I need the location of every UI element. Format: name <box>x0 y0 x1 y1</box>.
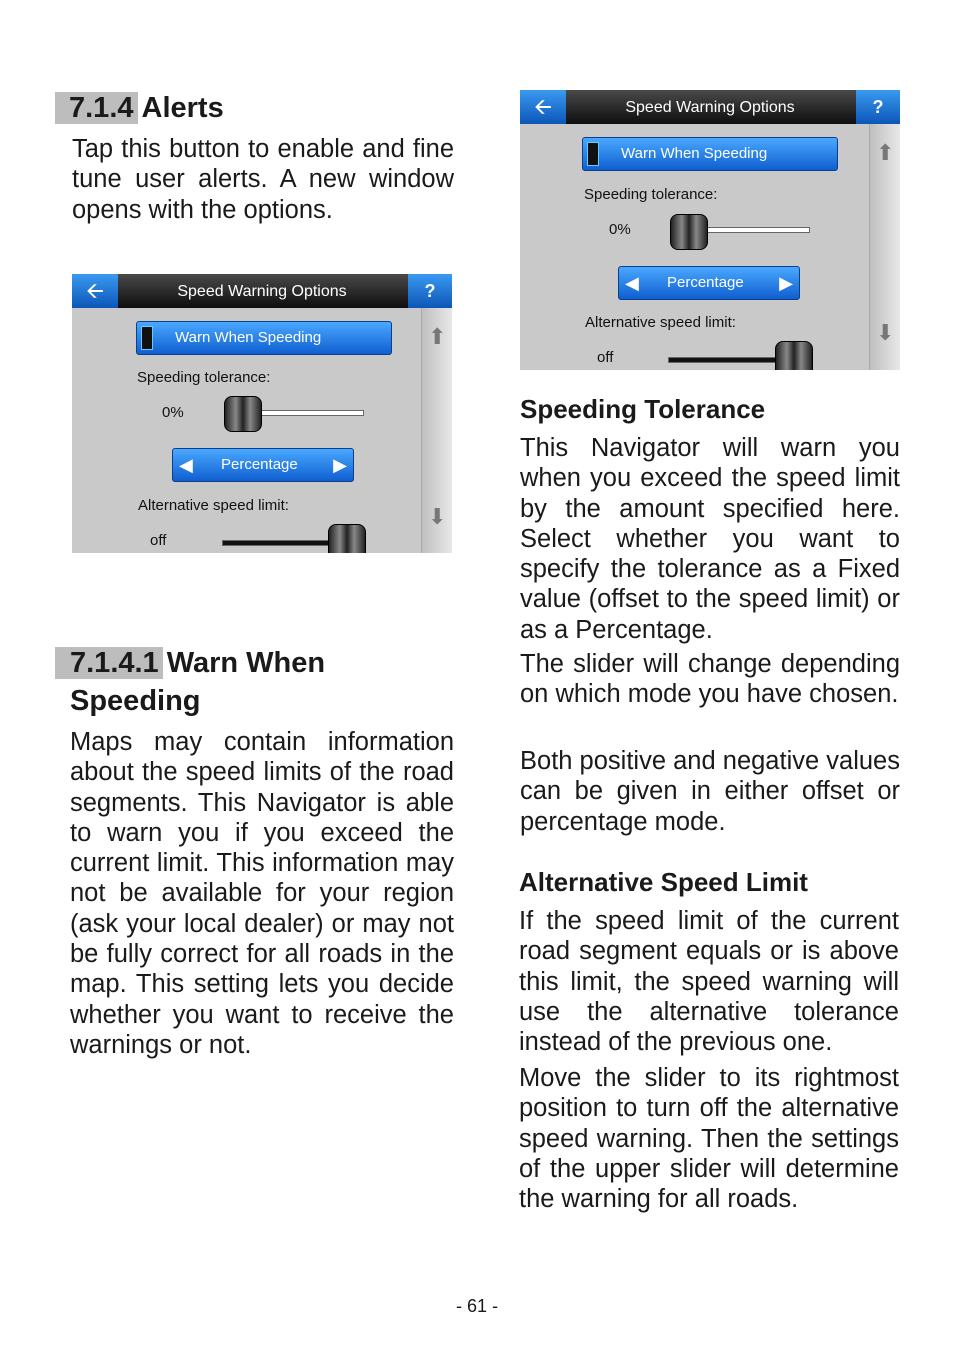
alternative-speed-limit-heading: Alternative Speed Limit <box>519 867 808 897</box>
scroll-rail[interactable] <box>869 124 900 370</box>
alternative-slider-knob[interactable] <box>328 524 366 553</box>
screen-titlebar <box>520 90 900 124</box>
screen-titlebar <box>72 274 452 308</box>
alternative-speed-value: off <box>150 532 167 549</box>
section-title: Alerts <box>141 92 224 124</box>
mode-next-icon[interactable]: ▶ <box>779 273 793 293</box>
section-heading-warn-when-speeding <box>55 644 455 720</box>
tolerance-slider-knob[interactable] <box>670 214 708 250</box>
warn-when-speeding-toggle[interactable] <box>582 137 838 171</box>
mode-label: Percentage <box>221 456 298 473</box>
speeding-tolerance-heading: Speeding Tolerance <box>520 394 766 424</box>
mode-prev-icon[interactable]: ◀ <box>179 455 193 475</box>
page-number: - 61 - <box>455 1296 498 1316</box>
speeding-tolerance-paragraph-3: Both positive and negative values can be given in either offset or percentage mode. <box>520 747 900 836</box>
alternative-speed-limit-paragraph-1: If the speed limit of the current road segment equals or is above this limit, the speed warning will use the alternative tolerance instead of the previous one. <box>519 907 899 1057</box>
section-heading-line2: Speeding <box>70 685 201 717</box>
speeding-tolerance-paragraph-1: This Navigator will warn you when you exceed the speed limit by the amount specified here. Select whether you want to specify the tolerance as a Fixed value (offset to the speed limit) or as a Percentage. <box>520 434 900 644</box>
alternative-speed-limit-paragraph-2: Move the slider to its rightmost position to turn off the alternative speed warning. Then the settings of the upper slider will determine the warning for all roads. <box>519 1064 899 1214</box>
speeding-tolerance-paragraph-2: The slider will change depending on which mode you have chosen. <box>520 650 900 709</box>
section-heading-line1 <box>55 644 455 682</box>
toggle-indicator <box>587 142 599 166</box>
scroll-down-icon[interactable]: ⬇ <box>876 320 895 345</box>
speeding-tolerance-label: Speeding tolerance: <box>584 186 718 203</box>
section-number: 7.1.4.1 <box>55 647 163 679</box>
warn-when-speeding-paragraph: Maps may contain information about the speed limits of the road segments. This Navigator is able to warn you if you exceed the current limit. This information may not be available for your region (ask your local dealer) or may not be fully correct for all roads in the map. This setting lets you decide whether you want to receive the warnings or not. <box>70 728 454 1059</box>
speed-warning-options-screenshot <box>72 274 452 553</box>
section-number: 7.1.4 <box>55 92 138 124</box>
screen-title: Speed Warning Options <box>177 283 347 300</box>
section-title: Warn When <box>166 647 326 679</box>
toggle-indicator <box>141 326 153 350</box>
mode-label: Percentage <box>667 274 744 291</box>
tolerance-slider-knob[interactable] <box>224 396 262 432</box>
scroll-down-icon[interactable]: ⬇ <box>428 504 447 529</box>
alternative-speed-limit-label: Alternative speed limit: <box>138 497 289 514</box>
back-arrow-icon: 🡨 <box>534 94 552 119</box>
speeding-tolerance-label: Speeding tolerance: <box>137 369 271 386</box>
screen-title: Speed Warning Options <box>625 99 795 116</box>
alternative-speed-value: off <box>597 349 614 366</box>
mode-selector[interactable] <box>172 448 354 482</box>
help-button[interactable] <box>856 90 900 124</box>
tolerance-value: 0% <box>609 221 631 238</box>
warn-when-speeding-toggle[interactable] <box>136 321 392 355</box>
section-heading-alerts <box>55 90 455 126</box>
help-icon: ? <box>872 97 884 117</box>
back-arrow-icon: 🡨 <box>86 278 104 303</box>
toggle-label: Warn When Speeding <box>175 329 322 346</box>
help-icon: ? <box>424 281 436 301</box>
speed-warning-options-screenshot-right <box>520 90 900 370</box>
alerts-paragraph: Tap this button to enable and fine tune user alerts. A new window opens with the options. <box>72 135 454 224</box>
scroll-up-icon[interactable]: ⬆ <box>876 140 895 165</box>
mode-selector[interactable] <box>618 266 800 300</box>
mode-prev-icon[interactable]: ◀ <box>625 273 639 293</box>
alternative-slider-knob[interactable] <box>775 341 813 370</box>
tolerance-value: 0% <box>162 404 184 421</box>
help-button[interactable] <box>408 274 452 308</box>
scroll-rail[interactable] <box>421 308 452 553</box>
alternative-speed-limit-label: Alternative speed limit: <box>585 314 736 331</box>
scroll-up-icon[interactable]: ⬆ <box>428 324 447 349</box>
back-button[interactable] <box>72 274 118 308</box>
mode-next-icon[interactable]: ▶ <box>333 455 347 475</box>
back-button[interactable] <box>520 90 566 124</box>
toggle-label: Warn When Speeding <box>621 145 768 162</box>
